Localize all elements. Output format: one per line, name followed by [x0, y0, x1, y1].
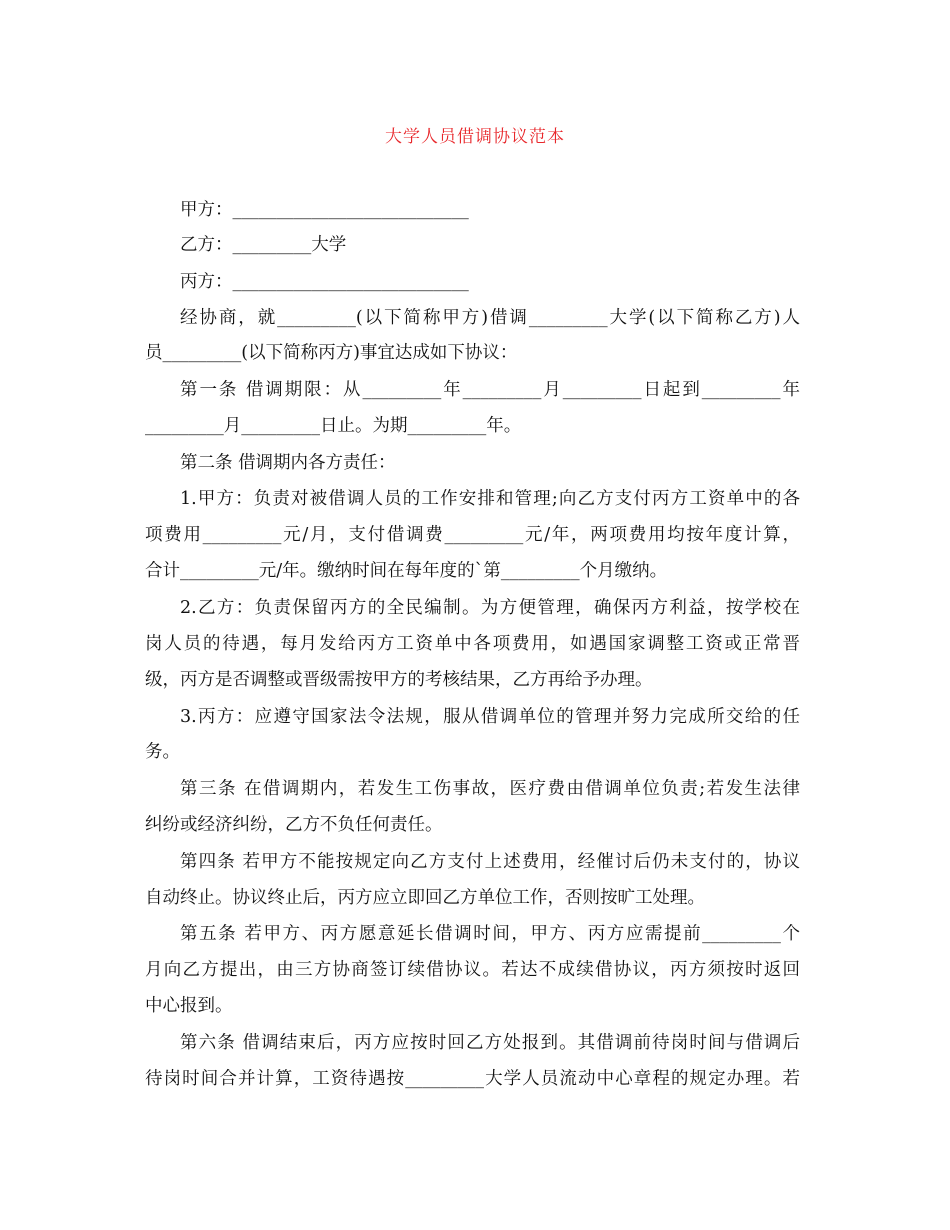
- party-b-line: 乙方：_________大学: [180, 235, 347, 255]
- article-2-heading: 第二条 借调期内各方责任：: [180, 453, 396, 473]
- article-2-item-2-line: 岗人员的待遇，每月发给丙方工资单中各项费用，如遇国家调整工资或正常晋: [145, 634, 800, 654]
- article-5-line: 月向乙方提出，由三方协商签订续借协议。若达不成续借协议，丙方须按时返回: [145, 960, 800, 980]
- document-title: 大学人员借调协议范本: [385, 127, 565, 147]
- article-2-item-3-line: 3.丙方：应遵守国家法令法规，服从借调单位的管理并努力完成所交给的任: [180, 707, 800, 727]
- article-1-line: _________月_________日止。为期_________年。: [145, 416, 522, 436]
- article-3-line: 纠纷或经济纠纷，乙方不负任何责任。: [145, 815, 443, 835]
- article-5-line: 中心报到。: [145, 996, 233, 1016]
- article-1-line: 第一条 借调期限：从_________年_________月_________日起到_________年: [180, 380, 800, 400]
- party-c-line: 丙方：___________________________: [180, 272, 469, 292]
- article-5-line: 第五条 若甲方、丙方愿意延长借调时间，甲方、丙方应需提前_________个: [180, 924, 800, 944]
- preamble-line: 经协商，就_________(以下简称甲方)借调_________大学(以下简称乙方)人: [180, 308, 800, 328]
- article-3-line: 第三条 在借调期内，若发生工伤事故，医疗费由借调单位负责;若发生法律: [180, 779, 800, 799]
- article-2-item-2-line: 级，丙方是否调整或晋级需按甲方的考核结果，乙方再给予办理。: [145, 670, 653, 690]
- article-4-line: 自动终止。协议终止后，丙方应立即回乙方单位工作，否则按旷工处理。: [145, 888, 705, 908]
- article-2-item-1-line: 1.甲方：负责对被借调人员的工作安排和管理;向乙方支付丙方工资单中的各: [180, 489, 800, 509]
- article-2-item-1-line: 项费用_________元/月，支付借调费_________元/年，两项费用均按年度计算，: [145, 525, 800, 545]
- article-6-line: 第六条 借调结束后，丙方应按时回乙方处报到。其借调前待岗时间与借调后: [180, 1033, 800, 1053]
- article-2-item-1-line: 合计_________元/年。缴纳时间在每年度的`第_________个月缴纳。: [145, 561, 668, 581]
- article-2-item-3-line: 务。: [145, 742, 180, 762]
- party-a-line: 甲方：___________________________: [180, 200, 469, 220]
- article-4-line: 第四条 若甲方不能按规定向乙方支付上述费用，经催讨后仍未支付的，协议: [180, 852, 800, 872]
- preamble-line: 员_________(以下简称丙方)事宜达成如下协议：: [145, 343, 518, 363]
- article-2-item-2-line: 2.乙方：负责保留丙方的全民编制。为方便管理，确保丙方利益，按学校在: [180, 598, 800, 618]
- article-6-line: 待岗时间合并计算，工资待遇按_________大学人员流动中心章程的规定办理。若: [145, 1069, 800, 1089]
